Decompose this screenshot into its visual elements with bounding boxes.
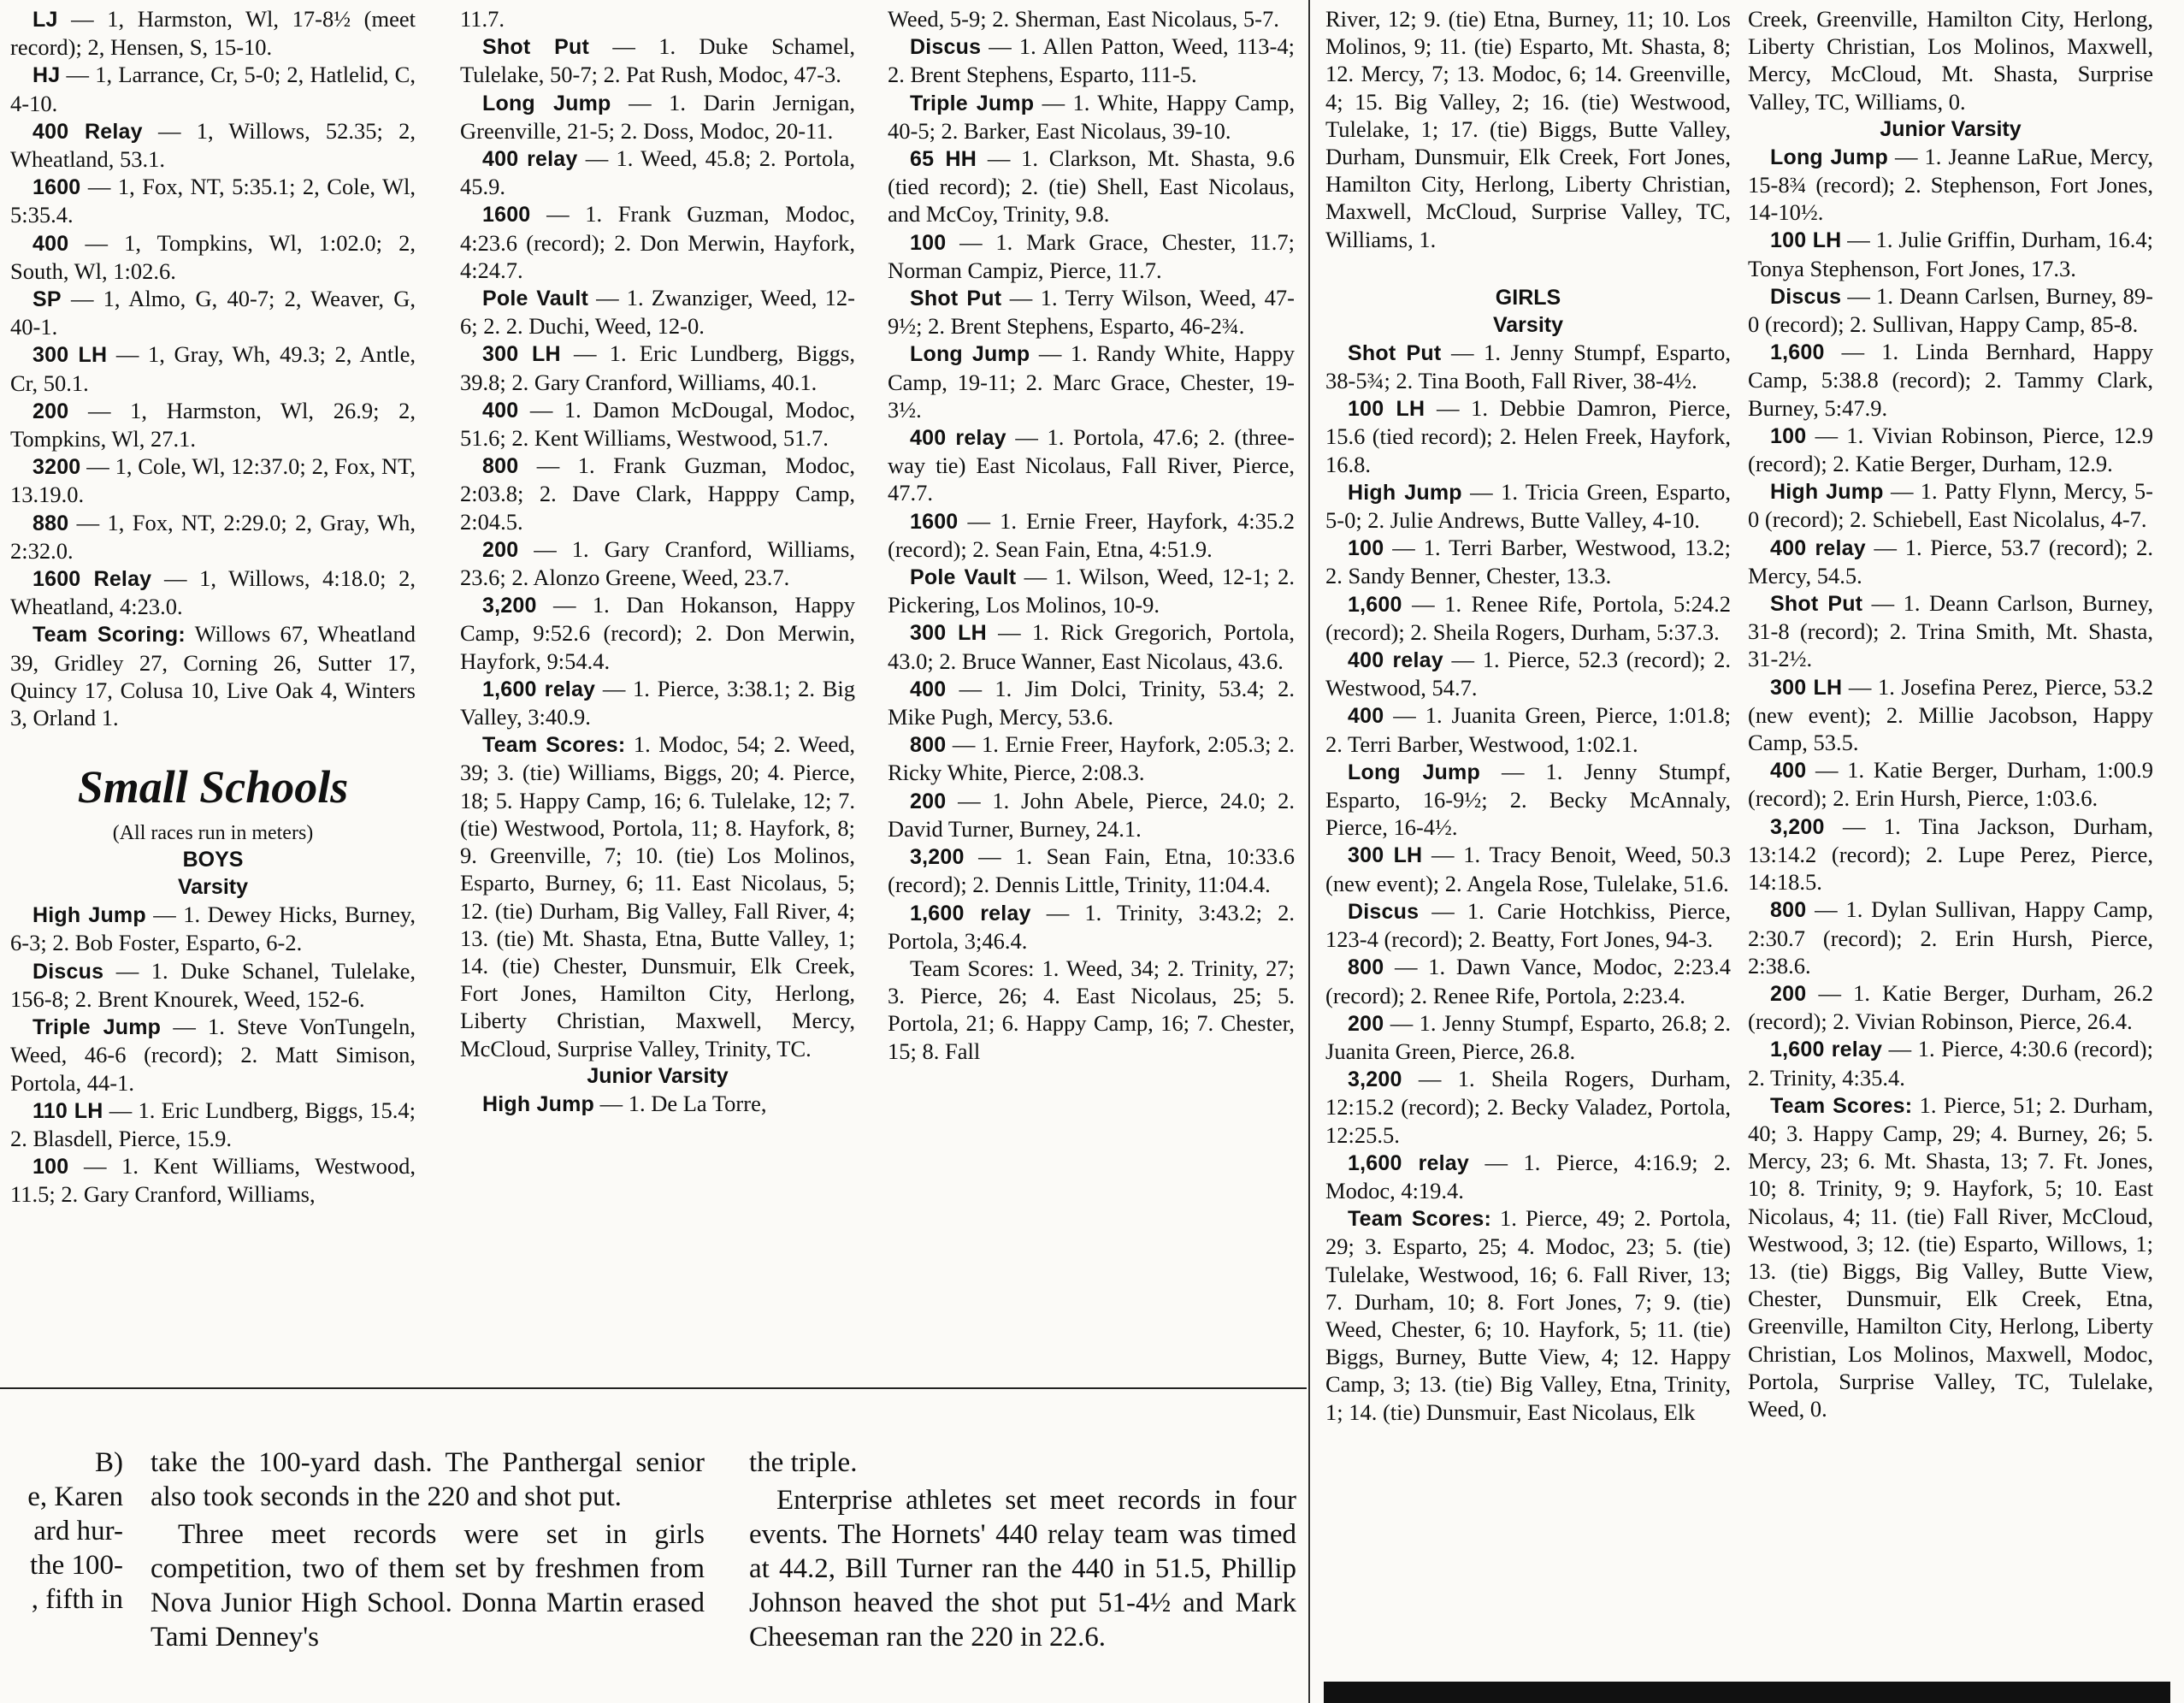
event-result: — 1, Willows, 52.35; 2, Wheatland, 53.1. xyxy=(10,117,416,173)
event-result: — 1. Jeanne LaRue, Mercy, 15-8¾ (record); 2. Stephenson, Fort Jones, 14-10½. xyxy=(1748,143,2153,226)
event-result: — 1. John Abele, Pierce, 24.0; 2. David Turner, Burney, 24.1. xyxy=(888,787,1295,842)
event-name: 400 relay xyxy=(910,426,1006,451)
event-result: — 1, Gray, Wh, 49.3; 2, Antle, Cr, 50.1. xyxy=(10,341,416,396)
event-name: 400 relay xyxy=(1770,535,1866,560)
result-entry xyxy=(10,5,416,61)
event-name: High Jump xyxy=(482,1091,594,1116)
result-entry xyxy=(1748,534,2153,589)
result-entry xyxy=(1325,590,1731,646)
result-entry xyxy=(1325,1009,1731,1065)
event-result: — 1. Ernie Freer, Hayfork, 2:05.3; 2. Ricky White, Pierce, 2:08.3. xyxy=(888,731,1295,786)
event-result: — 1. Renee Rife, Portola, 5:24.2 (record); 2. Sheila Rogers, Durham, 5:37.3. xyxy=(1325,590,1731,645)
result-entry xyxy=(888,955,1295,1065)
event-name: Shot Put xyxy=(910,287,1002,311)
event-result: — 1. Clarkson, Mt. Shasta, 9.6 (tied record); 2. (tie) Shell, East Nicolaus, and McCoy, Trinity, 9.8. xyxy=(888,145,1295,228)
event-result: — 1. Darin Jernigan, Greenville, 21-5; 2. Doss, Modoc, 20-11. xyxy=(460,89,855,144)
column-4-lead: River, 12; 9. (tie) Etna, Burney, 11; 10. Los Molinos, 9; 11. (tie) Esparto, Mt. Shasta, 8; 12. Mercy, 7; 13. Modoc, 6; 14. Greenville, 4; 15. Big Valley, 2; 16. (tie) Westwood, Tulelake, 1; 17. (tie) Biggs, Butte Valley, Durham, Dunsmuir, Elk Creek, Fort Jones, Hamilton City, Herlong, Liberty Christian, Maxwell, McCloud, Surprise Valley, TC, Williams, 1. xyxy=(1325,6,1731,252)
event-result: — 1. Duke Schamel, Tulelake, 50-7; 2. Pat Rush, Modoc, 47-3. xyxy=(460,33,855,88)
event-result: — 1, Fox, NT, 2:29.0; 2, Gray, Wh, 2:32.0. xyxy=(10,509,416,564)
event-result: — 1. Linda Bernhard, Happy Camp, 5:38.8 (record); 2. Tammy Clark, Burney, 5:47.9. xyxy=(1748,339,2153,421)
result-entry xyxy=(1748,1091,2153,1422)
event-name: 65 HH xyxy=(910,147,977,172)
small-schools-heading: Small Schools xyxy=(77,761,349,813)
result-entry xyxy=(888,843,1295,898)
story-fragment-line: , fifth in xyxy=(31,1584,123,1615)
result-entry xyxy=(1325,1065,1731,1149)
event-name: Discus xyxy=(1348,899,1420,924)
event-name: Triple Jump xyxy=(32,1015,162,1040)
result-entry xyxy=(1325,758,1731,842)
event-name: 400 relay xyxy=(482,147,578,172)
result-entry xyxy=(1325,394,1731,478)
event-name: 1,600 relay xyxy=(1348,1150,1469,1175)
event-result: — 1. Terri Barber, Westwood, 13.2; 2. Sandy Benner, Chester, 13.3. xyxy=(1325,535,1731,589)
event-result: — 1, Harmston, Wl, 26.9; 2, Tompkins, Wl, 27.1. xyxy=(10,397,416,452)
result-entry xyxy=(10,173,416,228)
event-result: — 1, Willows, 4:18.0; 2, Wheatland, 4:23.0. xyxy=(10,565,416,620)
story-fragment-left xyxy=(0,1446,123,1617)
result-entry xyxy=(10,61,416,116)
event-name: 400 Relay xyxy=(32,119,143,144)
event-name: 880 xyxy=(32,511,69,535)
event-name: 3200 xyxy=(32,455,81,480)
girls-jv-heading: Junior Varsity xyxy=(1880,116,2022,141)
event-name: Pole Vault xyxy=(910,565,1017,590)
event-result: — 1. Dewey Hicks, Burney, 6-3; 2. Bob Foster, Esparto, 6-2. xyxy=(10,902,416,956)
results-column-2 xyxy=(460,5,855,1118)
result-entry xyxy=(1325,897,1731,953)
event-result: — 1. Weed, 45.8; 2. Portola, 45.9. xyxy=(460,145,855,200)
story-fragment-line: ard hur- xyxy=(33,1516,123,1546)
result-entry xyxy=(460,396,855,452)
event-result: — 1. Tricia Green, Esparto, 5-0; 2. Julie Andrews, Butte Valley, 4-10. xyxy=(1325,478,1731,534)
event-name: Long Jump xyxy=(482,91,611,115)
event-name: 1,600 xyxy=(1770,340,1825,365)
event-result: 1. Pierce, 49; 2. Portola, 29; 3. Esparto, 25; 4. Modoc, 23; 5. (tie) Tulelake, Westwood, 16; 6. Fall River, 13; 7. Durham, 10; 8. Fort Jones, 7; 9. (tie) Weed, Chester, 6; 10. Hayfork, 5; 11. (tie) Biggs, Burney, Butte View, 4; 12. Happy Camp, 3; 13. (tie) Big Valley, Etna, Trinity, 1; 14. (tie) Dunsmuir, East Nicolaus, Elk xyxy=(1325,1205,1731,1425)
result-entry xyxy=(1325,701,1731,757)
story-paragraph: take the 100-yard dash. The Panthergal senior also took seconds in the 220 and shot put. xyxy=(151,1447,705,1512)
event-name: 200 xyxy=(32,399,69,423)
result-entry xyxy=(460,89,855,145)
boys-varsity-heading: Varsity xyxy=(177,875,248,900)
event-result: Team Scores: 1. Weed, 34; 2. Trinity, 27; 3. Pierce, 26; 4. East Nicolaus, 25; 5. Portola, 21; 6. Happy Camp, 16; 7. Chester, 15; 8. Fall xyxy=(888,955,1295,1064)
event-result: — 1. Deann Carlson, Burney, 31-8 (record); 2. Trina Smith, Mt. Shasta, 31-2½. xyxy=(1748,590,2154,672)
event-result: — 1. De La Torre, xyxy=(593,1090,767,1116)
result-entry xyxy=(888,228,1295,284)
event-name: 100 xyxy=(910,230,947,255)
small-schools-note: (All races run in meters) xyxy=(112,822,314,845)
event-name: 1600 xyxy=(910,509,959,534)
result-entry xyxy=(10,1152,416,1208)
event-result: — 1, Cole, Wl, 12:37.0; 2, Fox, NT, 13.19.0. xyxy=(10,453,416,508)
boys-heading: BOYS xyxy=(182,848,244,872)
event-result: — 1. Jenny Stumpf, Esparto, 38-5¾; 2. Tina Booth, Fall River, 38-4½. xyxy=(1325,339,1732,394)
column-2-lead: 11.7. xyxy=(460,6,505,32)
result-entry xyxy=(10,565,416,620)
event-name: 1,600 relay xyxy=(910,901,1031,925)
results-column-4 xyxy=(1325,5,1731,1426)
result-entry xyxy=(888,89,1295,145)
story-paragraph: Three meet records were set in girls competition, two of them set by freshmen from Nova Junior High School. Donna Martin erased Tami Denney's xyxy=(151,1519,705,1653)
result-entry xyxy=(1748,756,2153,812)
event-result: — 1. Portola, 47.6; 2. (three-way tie) East Nicolaus, Fall River, Pierce, 47.7. xyxy=(888,424,1295,506)
event-name: 100 LH xyxy=(1348,397,1426,422)
result-entry xyxy=(10,620,416,731)
column-5-lead: Creek, Greenville, Hamilton City, Herlong, Liberty Christian, Los Molinos, Maxwell, Mercy, McCloud, Mt. Shasta, Surprise Valley, TC, Williams, 0. xyxy=(1748,6,2153,115)
result-entry xyxy=(10,229,416,285)
result-entry xyxy=(1748,282,2153,338)
event-result: — 1. Trinity, 3:43.2; 2. Portola, 3;46.4. xyxy=(888,899,1295,954)
result-entry xyxy=(1748,477,2153,533)
event-name: 1600 xyxy=(32,175,81,200)
result-entry xyxy=(10,1097,416,1152)
event-name: 1,600 relay xyxy=(482,677,596,701)
result-entry xyxy=(10,397,416,452)
result-entry xyxy=(460,340,855,395)
event-name: Discus xyxy=(32,959,104,984)
result-entry xyxy=(460,33,855,88)
result-entry xyxy=(10,452,416,508)
result-entry xyxy=(1325,478,1731,534)
event-name: 400 xyxy=(910,677,947,701)
result-entry xyxy=(10,1013,416,1097)
result-entry xyxy=(460,1090,855,1118)
event-name: SP xyxy=(32,287,62,312)
event-name: High Jump xyxy=(1770,480,1884,505)
result-entry xyxy=(10,509,416,565)
event-name: 800 xyxy=(482,454,519,479)
event-result: — 1. Jenny Stumpf, Esparto, 26.8; 2. Juanita Green, Pierce, 26.8. xyxy=(1325,1009,1731,1064)
event-name: High Jump xyxy=(32,903,146,928)
result-entry xyxy=(1748,813,2153,896)
event-name: Team Scores: xyxy=(1770,1093,1913,1118)
result-entry xyxy=(888,899,1295,955)
event-name: 800 xyxy=(1348,955,1384,980)
event-result: Willows 67, Wheatland 39, Gridley 27, Corning 26, Sutter 17, Quincy 17, Colusa 10, Live Oak 4, Winters 3, Orland 1. xyxy=(10,621,416,731)
result-entry xyxy=(1748,143,2153,227)
result-entry xyxy=(888,145,1295,228)
result-entry xyxy=(888,423,1295,507)
event-name: Shot Put xyxy=(482,35,590,60)
event-name: 400 relay xyxy=(1348,648,1443,673)
result-entry xyxy=(460,675,855,730)
result-entry xyxy=(888,675,1295,730)
event-result: — 1. White, Happy Camp, 40-5; 2. Barker, East Nicolaus, 39-10. xyxy=(888,89,1295,144)
result-entry xyxy=(10,340,416,396)
event-name: 400 xyxy=(1770,759,1807,783)
event-result: — 1, Fox, NT, 5:35.1; 2, Cole, Wl, 5:35.4. xyxy=(10,174,416,228)
event-name: Team Scores: xyxy=(482,733,626,758)
result-entry xyxy=(1325,339,1731,394)
event-result: — 1. Tracy Benoit, Weed, 50.3 (new event); 2. Angela Rose, Tulelake, 51.6. xyxy=(1325,842,1731,896)
event-name: 100 xyxy=(1348,536,1384,561)
event-result: — 1. Pierce, 52.3 (record); 2. Westwood, 54.7. xyxy=(1325,647,1732,701)
story-fragment-line: B) xyxy=(95,1447,123,1478)
event-result: — 1. Tina Jackson, Durham, 13:14.2 (record); 2. Lupe Perez, Pierce, 14:18.5. xyxy=(1748,813,2153,896)
event-name: 1600 xyxy=(482,203,531,228)
result-entry xyxy=(1325,953,1731,1008)
event-result: — 1. Pierce, 3:38.1; 2. Big Valley, 3:40.9. xyxy=(460,675,855,730)
story-divider-rule xyxy=(0,1387,1307,1389)
result-entry xyxy=(888,33,1295,88)
story-column-right xyxy=(749,1446,1296,1654)
result-entry xyxy=(460,284,855,340)
event-result: — 1, Harmston, Wl, 17-8½ (meet record); 2, Hensen, S, 15-10. xyxy=(10,6,416,61)
result-entry xyxy=(10,901,416,956)
event-name: 300 LH xyxy=(1770,675,1843,700)
event-result: — 1. Katie Berger, Durham, 26.2 (record); 2. Vivian Robinson, Pierce, 26.4. xyxy=(1748,979,2153,1035)
result-entry xyxy=(1325,534,1731,589)
result-entry xyxy=(1748,589,2153,673)
result-entry xyxy=(460,730,855,1061)
event-result: — 1. Patty Flynn, Mercy, 5-0 (record); 2. Schiebell, East Nicolalus, 4-7. xyxy=(1748,478,2153,533)
event-name: 1,600 relay xyxy=(1770,1038,1883,1062)
event-result: — 1. Pierce, 4:16.9; 2. Modoc, 4:19.4. xyxy=(1325,1149,1731,1203)
event-result: — 1. Sheila Rogers, Durham, 12:15.2 (record); 2. Becky Valadez, Portola, 12:25.5. xyxy=(1325,1066,1731,1148)
event-result: 1. Pierce, 51; 2. Durham, 40; 3. Happy Camp, 29; 4. Burney, 26; 5. Mercy, 23; 6. Mt. Shasta, 13; 7. Ft. Jones, 10; 8. Trinity, 9; 9. Hayfork, 5; 10. East Nicolaus, 4; 11. (tie) Fall River, McCloud, Westwood, 3; 12. (tie) Esparto, Willows, 1; 13. (tie) Biggs, Big Valley, Butte View, Chester, Dunsmuir, Elk Creek, Etna, Greenville, Hamilton City, Herlong, Liberty Christian, Los Molinos, Maxwell, Modoc, Portola, Surprise Valley, TC, Tulelake, Weed, 0. xyxy=(1748,1091,2153,1422)
event-name: 200 xyxy=(1348,1011,1384,1036)
event-result: — 1. Vivian Robinson, Pierce, 12.9 (record); 2. Katie Berger, Durham, 12.9. xyxy=(1748,422,2153,477)
event-name: 800 xyxy=(1770,898,1807,923)
event-name: 100 LH xyxy=(1770,228,1842,253)
event-result: — 1. Duke Schanel, Tulelake, 156-8; 2. Brent Knourek, Weed, 152-6. xyxy=(10,957,416,1012)
result-entry xyxy=(1748,1035,2153,1091)
girls-heading: GIRLS xyxy=(1495,285,1561,310)
column-3-lead: Weed, 5-9; 2. Sherman, East Nicolaus, 5-7. xyxy=(888,6,1279,32)
result-entry xyxy=(888,730,1295,786)
event-result: — 1. Terry Wilson, Weed, 47-9½; 2. Brent Stephens, Esparto, 46-2¾. xyxy=(888,285,1295,340)
event-result: — 1. Wilson, Weed, 12-1; 2. Pickering, Los Molinos, 10-9. xyxy=(888,564,1295,618)
result-entry xyxy=(888,340,1295,423)
result-entry xyxy=(460,452,855,535)
event-name: 400 xyxy=(482,398,519,423)
column-rule xyxy=(1308,0,1310,1703)
event-result: — 1. Gary Cranford, Williams, 23.6; 2. Alonzo Greene, Weed, 23.7. xyxy=(460,535,855,591)
results-column-1 xyxy=(10,5,416,1209)
event-name: Discus xyxy=(910,35,982,60)
event-result: — 1. Ernie Freer, Hayfork, 4:35.2 (record); 2. Sean Fain, Etna, 4:51.9. xyxy=(888,507,1295,562)
event-name: Long Jump xyxy=(910,342,1030,367)
event-result: — 1, Almo, G, 40-7; 2, Weaver, G, 40-1. xyxy=(10,286,416,340)
event-name: Triple Jump xyxy=(910,91,1035,115)
event-name: 3,200 xyxy=(482,594,537,618)
event-result: — 1, Larrance, Cr, 5-0; 2, Hatlelid, C, 4-10. xyxy=(10,62,416,116)
result-entry xyxy=(1748,422,2153,477)
event-name: 1600 Relay xyxy=(32,567,152,592)
page-edge-bar xyxy=(1324,1682,2170,1703)
event-name: 200 xyxy=(482,537,519,562)
story-column-middle xyxy=(151,1446,705,1654)
event-result: — 1, Tompkins, Wl, 1:02.0; 2, South, Wl, 1:02.6. xyxy=(10,229,416,284)
event-result: — 1. Rick Gregorich, Portola, 43.0; 2. Bruce Wanner, East Nicolaus, 43.6. xyxy=(888,619,1295,674)
event-result: — 1. Allen Patton, Weed, 113-4; 2. Brent Stephens, Esparto, 111-5. xyxy=(888,33,1295,88)
event-result: — 1. Randy White, Happy Camp, 19-11; 2. Marc Grace, Chester, 19-3½. xyxy=(888,340,1295,423)
event-result: — 1. Carie Hotchkiss, Pierce, 123-4 (record); 2. Beatty, Fort Jones, 94-3. xyxy=(1325,897,1731,953)
event-result: — 1. Eric Lundberg, Biggs, 15.4; 2. Blasdell, Pierce, 15.9. xyxy=(10,1097,416,1151)
story-fragment-line: the 100- xyxy=(29,1550,123,1581)
results-column-5 xyxy=(1748,5,2153,1422)
result-entry xyxy=(1325,841,1731,896)
event-result: — 1. Jenny Stumpf, Esparto, 16-9½; 2. Becky McAnnaly, Pierce, 16-4½. xyxy=(1325,758,1731,841)
story-fragment-line: e, Karen xyxy=(27,1481,123,1512)
event-name: 400 xyxy=(1348,704,1384,729)
event-name: 3,200 xyxy=(910,845,965,870)
event-name: High Jump xyxy=(1348,480,1462,505)
result-entry xyxy=(460,200,855,284)
result-entry xyxy=(888,618,1295,674)
event-name: 100 xyxy=(32,1155,69,1180)
event-result: — 1. Dan Hokanson, Happy Camp, 9:52.6 (record); 2. Don Merwin, Hayfork, 9:54.4. xyxy=(460,592,855,674)
event-result: — 1. Deann Carlsen, Burney, 89-0 (record); 2. Sullivan, Happy Camp, 85-8. xyxy=(1748,282,2153,338)
story-paragraph: the triple. xyxy=(749,1447,858,1478)
event-name: HJ xyxy=(32,63,61,88)
event-result: — 1. Steve VonTungeln, Weed, 46-6 (record); 2. Matt Simison, Portola, 44-1. xyxy=(10,1014,416,1096)
story-paragraph: Enterprise athletes set meet records in four events. The Hornets' 440 relay team was timed at 44.2, Bill Turner ran the 440 in 51.5, Phillip Johnson heaved the shot put 51-4½ and Mark Cheeseman ran the 220 in 22.6. xyxy=(749,1485,1296,1653)
result-entry xyxy=(1748,226,2153,281)
boys-jv-heading: Junior Varsity xyxy=(587,1063,729,1088)
event-result: — 1. Frank Guzman, Modoc, 4:23.6 (record); 2. Don Merwin, Hayfork, 4:24.7. xyxy=(460,201,855,283)
event-result: — 1. Julie Griffin, Durham, 16.4; Tonya Stephenson, Fort Jones, 17.3. xyxy=(1748,227,2154,281)
result-entry xyxy=(460,535,855,591)
result-entry xyxy=(1325,1149,1731,1204)
event-name: 300 LH xyxy=(482,342,561,367)
result-entry xyxy=(460,145,855,200)
event-name: 200 xyxy=(1770,981,1807,1006)
event-result: — 1. Damon McDougal, Modoc, 51.6; 2. Kent Williams, Westwood, 51.7. xyxy=(460,396,855,452)
result-entry xyxy=(1748,673,2153,757)
event-result: — 1. Pierce, 4:30.6 (record); 2. Trinity, 4:35.4. xyxy=(1748,1036,2153,1091)
result-entry xyxy=(1325,1204,1731,1426)
result-entry xyxy=(460,591,855,675)
event-name: 300 LH xyxy=(1348,843,1423,868)
event-name: LJ xyxy=(32,8,58,32)
event-name: Team Scoring: xyxy=(32,623,186,647)
event-result: — 1. Katie Berger, Durham, 1:00.9 (record); 2. Erin Hursh, Pierce, 1:03.6. xyxy=(1748,757,2153,812)
event-name: 300 LH xyxy=(32,343,108,368)
event-result: — 1. Sean Fain, Etna, 10:33.6 (record); 2. Dennis Little, Trinity, 11:04.4. xyxy=(888,843,1295,898)
result-entry xyxy=(10,957,416,1013)
result-entry xyxy=(1748,979,2153,1035)
event-name: 3,200 xyxy=(1770,814,1825,839)
event-name: Long Jump xyxy=(1348,760,1480,784)
event-result: — 1. Mark Grace, Chester, 11.7; Norman Campiz, Pierce, 11.7. xyxy=(888,228,1295,283)
result-entry xyxy=(888,787,1295,843)
event-result: 1. Modoc, 54; 2. Weed, 39; 3. (tie) Williams, Biggs, 20; 4. Pierce, 18; 5. Happy Camp, 16; 6. Tulelake, 12; 7. (tie) Westwood, Portola, 11; 8. Hayfork, 8; 9. Greenville, 7; 10. (tie) Los Molinos, Esparto, Burney, 6; 11. East Nicolaus, 5; 12. (tie) Durham, Big Valley, Fall River, 4; 13. (tie) Mt. Shasta, Etna, Butte Valley, 1; 14. (tie) Chester, Dunsmuir, Elk Creek, Fort Jones, Hamilton City, Herlong, Liberty Christian, Maxwell, Mercy, McCloud, Surprise Valley, Trinity, TC. xyxy=(460,731,855,1061)
event-name: 400 xyxy=(32,231,69,256)
results-column-3 xyxy=(888,5,1295,1065)
event-result: — 1. Juanita Green, Pierce, 1:01.8; 2. Terri Barber, Westwood, 1:02.1. xyxy=(1325,702,1731,757)
result-entry xyxy=(888,563,1295,618)
event-result: — 1. Eric Lundberg, Biggs, 39.8; 2. Gary Cranford, Williams, 40.1. xyxy=(460,340,855,395)
event-name: 100 xyxy=(1770,423,1807,448)
event-name: Discus xyxy=(1770,284,1842,309)
event-result: — 1. Jim Dolci, Trinity, 53.4; 2. Mike Pugh, Mercy, 53.6. xyxy=(888,675,1295,730)
event-name: 110 LH xyxy=(32,1098,103,1123)
event-result: — 1. Frank Guzman, Modoc, 2:03.8; 2. Dave Clark, Happpy Camp, 2:04.5. xyxy=(460,452,855,535)
girls-varsity-heading: Varsity xyxy=(1492,312,1563,337)
result-entry xyxy=(888,284,1295,340)
event-result: — 1. Josefina Perez, Pierce, 53.2 (new event); 2. Millie Jacobson, Happy Camp, 53.5. xyxy=(1748,673,2153,756)
event-name: Pole Vault xyxy=(482,287,588,311)
result-entry xyxy=(1748,338,2153,422)
event-result: — 1. Dylan Sullivan, Happy Camp, 2:30.7 (record); 2. Erin Hursh, Pierce, 2:38.6. xyxy=(1748,896,2153,979)
event-name: Long Jump xyxy=(1770,145,1888,169)
event-result: — 1. Zwanziger, Weed, 12-6; 2. 2. Duchi, Weed, 12-0. xyxy=(460,285,856,340)
result-entry xyxy=(1325,646,1731,701)
result-entry xyxy=(888,507,1295,563)
event-name: Team Scores: xyxy=(1348,1207,1491,1232)
result-entry xyxy=(10,285,416,340)
event-name: 200 xyxy=(910,789,947,813)
event-name: 3,200 xyxy=(1348,1067,1402,1092)
event-result: — 1. Debbie Damron, Pierce, 15.6 (tied record); 2. Helen Freek, Hayfork, 16.8. xyxy=(1325,395,1731,477)
event-name: Shot Put xyxy=(1770,592,1863,617)
event-result: — 1. Dawn Vance, Modoc, 2:23.4 (record); 2. Renee Rife, Portola, 2:23.4. xyxy=(1325,954,1731,1008)
event-result: — 1. Pierce, 53.7 (record); 2. Mercy, 54.5. xyxy=(1748,534,2154,588)
event-name: 1,600 xyxy=(1348,592,1402,617)
event-name: Shot Put xyxy=(1348,340,1442,365)
event-result: — 1. Kent Williams, Westwood, 11.5; 2. Gary Cranford, Williams, xyxy=(10,1153,416,1208)
result-entry xyxy=(10,117,416,173)
event-name: 300 LH xyxy=(910,621,987,646)
result-entry xyxy=(1748,896,2153,979)
event-name: 800 xyxy=(910,733,947,758)
